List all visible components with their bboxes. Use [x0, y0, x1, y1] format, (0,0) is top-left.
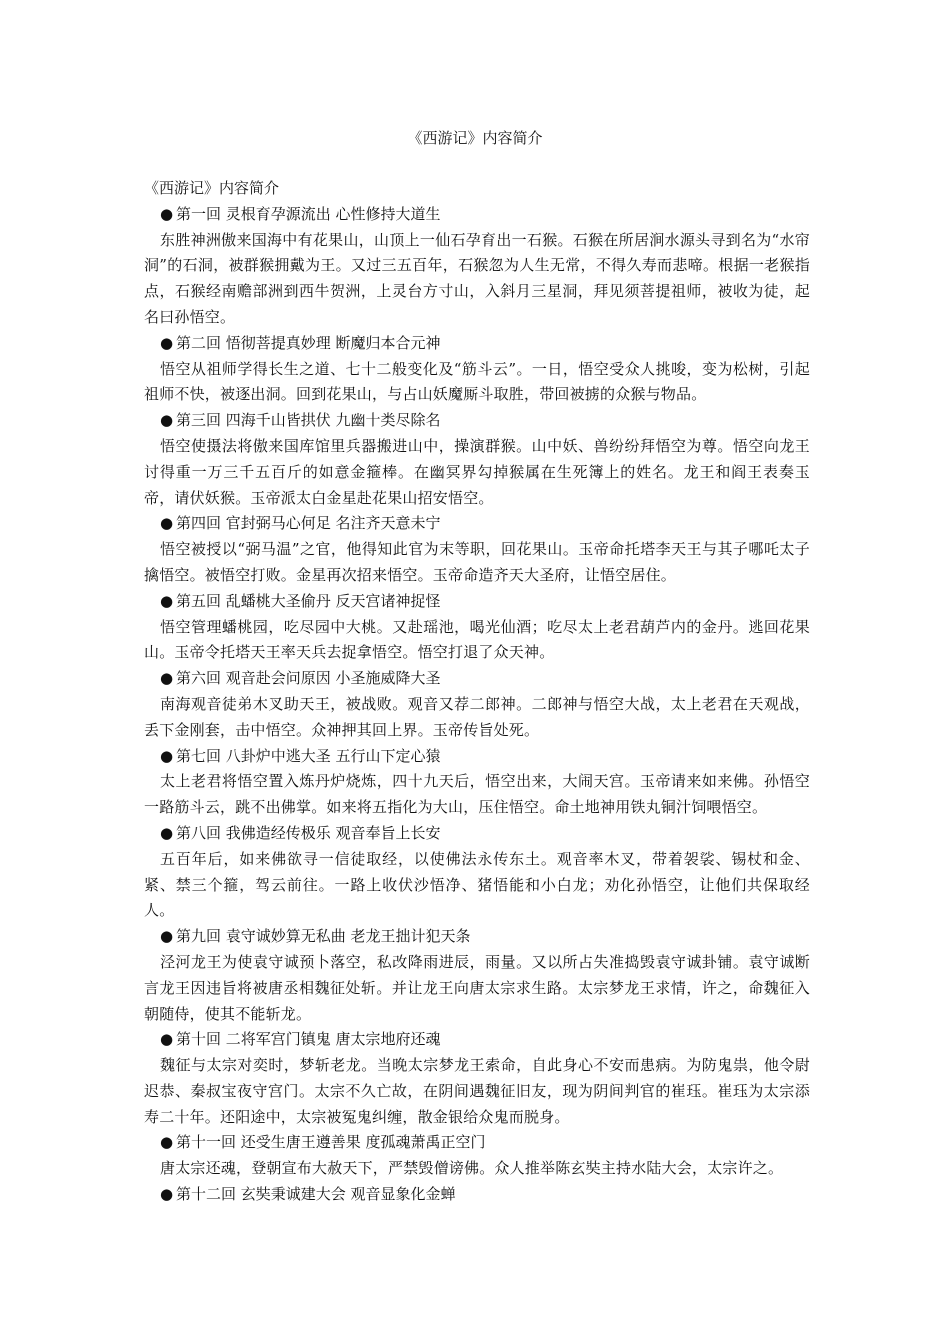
bullet-icon: ● — [160, 591, 174, 610]
chapter-item — [144, 1027, 810, 1130]
bullet-icon: ● — [160, 411, 174, 430]
bullet-icon: ● — [160, 1030, 174, 1049]
chapter-heading-text: 第七回 八卦炉中逃大圣 五行山下定心猿 — [176, 746, 441, 765]
chapter-heading — [144, 821, 810, 847]
chapter-summary: 东胜神洲傲来国海中有花果山，山顶上一仙石孕育出一石猴。石猴在所居涧水源头寻到名为“水帘洞”的石洞，被群猴拥戴为王。又过三五百年，石猴忽为人生无常，不得久寿而悲啼。根据一老猴指点，石猴经南赡部洲到西牛贺洲，上灵台方寸山，入斜月三星洞，拜见须菩提祖师，被收为徒，起名曰孙悟空。 — [144, 230, 810, 326]
chapter-heading-text: 第五回 乱蟠桃大圣偷丹 反天宫诸神捉怪 — [176, 591, 441, 610]
chapter-item — [144, 589, 810, 666]
chapter-item — [144, 202, 810, 331]
chapter-heading — [144, 744, 810, 770]
chapter-heading — [144, 331, 810, 357]
chapter-heading-text: 第三回 四海千山皆拱伏 九幽十类尽除名 — [176, 411, 441, 430]
chapter-summary: 悟空被授以“弼马温”之官，他得知此官为末等职，回花果山。玉帝命托塔李天王与其子哪吒太子擒悟空。被悟空打败。金星再次招来悟空。玉帝命造齐天大圣府，让悟空居住。 — [144, 540, 810, 584]
chapter-item — [144, 924, 810, 1027]
chapter-summary: 魏征与太宗对奕时，梦斩老龙。当晚太宗梦龙王索命，自此身心不安而患病。为防鬼祟，他令尉迟恭、秦叔宝夜守宫门。太宗不久亡故，在阴间遇魏征旧友，现为阴间判官的崔珏。崔珏为太宗添寿二十年。还阳途中，太宗被冤鬼纠缠，散金银给众鬼而脱身。 — [144, 1056, 810, 1126]
bullet-icon: ● — [160, 669, 174, 688]
document-body — [144, 176, 810, 1208]
chapter-heading-text: 第十一回 还受生唐王遵善果 度孤魂萧禹正空门 — [176, 1133, 486, 1152]
chapter-item — [144, 666, 810, 743]
chapter-heading-text: 第九回 袁守诚妙算无私曲 老龙王拙计犯天条 — [176, 927, 471, 946]
chapter-heading-text: 第十二回 玄奘秉诚建大会 观音显象化金蝉 — [176, 1185, 456, 1204]
chapter-heading-text: 第二回 悟彻菩提真妙理 断魔归本合元神 — [176, 333, 441, 352]
chapter-item — [144, 821, 810, 924]
chapter-heading — [144, 1027, 810, 1053]
chapter-summary: 太上老君将悟空置入炼丹炉烧炼，四十九天后，悟空出来，大闹天宫。玉帝请来如来佛。孙悟空一路筋斗云，跳不出佛掌。如来将五指化为大山，压住悟空。命土地神用铁丸铜汁饲喂悟空。 — [144, 772, 810, 817]
chapter-heading — [144, 1130, 810, 1156]
chapter-summary: 唐太宗还魂，登朝宣布大赦天下，严禁毁僧谤佛。众人推举陈玄奘主持水陆大会，太宗许之。 — [160, 1159, 784, 1178]
chapter-heading — [144, 408, 810, 434]
bullet-icon: ● — [160, 333, 174, 352]
chapter-item — [144, 511, 810, 588]
chapter-heading-text: 第八回 我佛造经传极乐 观音奉旨上长安 — [176, 823, 441, 842]
bullet-icon: ● — [160, 204, 174, 223]
bullet-icon: ● — [160, 1185, 174, 1204]
bullet-icon: ● — [160, 1133, 174, 1152]
chapter-heading — [144, 202, 810, 228]
document-subtitle: 《西游记》内容简介 — [144, 179, 280, 197]
chapter-item — [144, 1130, 810, 1182]
bullet-icon: ● — [160, 927, 174, 946]
bullet-icon: ● — [160, 823, 174, 842]
chapter-summary: 悟空从祖师学得长生之道、七十二般变化及“筋斗云”。一日，悟空受众人挑唆，变为松树，引起祖师不快，被逐出洞。回到花果山，与占山妖魔厮斗取胜，带回被掳的众猴与物品。 — [144, 359, 810, 404]
bullet-icon: ● — [160, 514, 174, 533]
chapter-item — [144, 331, 810, 408]
chapter-heading-text: 第六回 观音赴会问原因 小圣施威降大圣 — [176, 669, 441, 688]
chapter-item — [144, 1182, 810, 1208]
chapter-list — [144, 202, 810, 1208]
chapter-summary: 悟空管理蟠桃园，吃尽园中大桃。又赴瑶池，喝光仙酒；吃尽太上老君葫芦内的金丹。逃回花果山。玉帝令托塔天王率天兵去捉拿悟空。悟空打退了众天神。 — [144, 617, 810, 662]
chapter-summary: 悟空使摄法将傲来国库馆里兵器搬进山中，操演群猴。山中妖、兽纷纷拜悟空为尊。悟空向龙王讨得重一万三千五百斤的如意金箍棒。在幽冥界勾掉猴属在生死簿上的姓名。龙王和阎王表奏玉帝，请伏妖猴。玉帝派太白金星赴花果山招安悟空。 — [144, 436, 810, 507]
chapter-heading-text: 第一回 灵根育孕源流出 心性修持大道生 — [176, 204, 441, 223]
chapter-heading — [144, 1182, 810, 1208]
chapter-item — [144, 408, 810, 511]
chapter-heading-text: 第四回 官封弼马心何足 名注齐天意未宁 — [176, 514, 441, 533]
chapter-heading — [144, 589, 810, 615]
page-title: 《西游记》内容简介 — [407, 129, 543, 147]
chapter-summary: 泾河龙王为使袁守诚预卜落空，私改降雨进辰，雨量。又以所占失准捣毁袁守诚卦铺。袁守诚断言龙王因违旨将被唐丞相魏征处斩。并让龙王向唐太宗求生路。太宗梦龙王求情，许之，命魏征入朝随侍，使其不能斩龙。 — [144, 952, 810, 1023]
bullet-icon: ● — [160, 746, 174, 765]
chapter-summary: 五百年后，如来佛欲寻一信徒取经，以使佛法永传东土。观音率木叉，带着袈裟、锡杖和金、紧、禁三个箍，驾云前往。一路上收伏沙悟净、猪悟能和小白龙；劝化孙悟空，让他们共保取经人。 — [144, 849, 810, 920]
chapter-heading — [144, 924, 810, 950]
chapter-heading — [144, 511, 810, 537]
chapter-heading-text: 第十回 二将军宫门镇鬼 唐太宗地府还魂 — [176, 1030, 441, 1049]
chapter-heading — [144, 666, 810, 692]
chapter-summary: 南海观音徒弟木叉助天王，被战败。观音又荐二郎神。二郎神与悟空大战，太上老君在天观战，丢下金刚套，击中悟空。众神押其回上界。玉帝传旨处死。 — [144, 694, 810, 739]
chapter-item — [144, 744, 810, 821]
